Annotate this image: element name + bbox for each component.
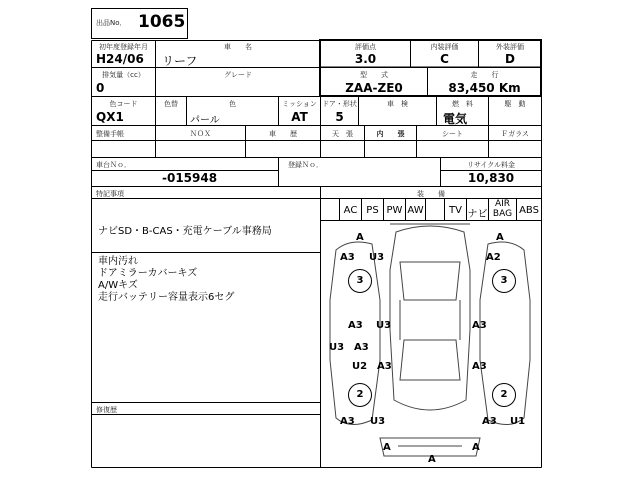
equip-airbag: AIR BAG <box>492 199 513 219</box>
maintenance-label: 整備手帳 <box>96 130 124 138</box>
color-value: パール <box>190 115 220 126</box>
score-label: 評価点 <box>355 43 376 51</box>
damage-mark: A3 <box>340 416 355 427</box>
inspection-label: 車 検 <box>387 100 408 108</box>
recycle-value: 10,830 <box>467 171 515 185</box>
displacement-value: 0 <box>96 81 105 95</box>
recycle-label: リサイクル料金 <box>466 161 516 169</box>
damage-mark: A2 <box>486 252 501 263</box>
special-notes-line: ナビSD・B-CAS・充電ケーブル事務局 <box>98 226 272 237</box>
model-value: ZAA-ZE0 <box>345 81 403 95</box>
notes-detail-list <box>98 256 234 304</box>
damage-mark: A3 <box>354 342 369 353</box>
interior-label: 内装評価 <box>430 43 459 51</box>
color-code-value: QX1 <box>96 110 124 124</box>
damage-mark: A3 <box>472 361 487 372</box>
model-label: 型 式 <box>360 71 388 79</box>
damage-mark: A <box>472 442 480 453</box>
tyre-rating: 2 <box>492 383 516 407</box>
drive-label: 駆 動 <box>504 100 526 108</box>
grade-label: グレード <box>224 71 252 79</box>
chassis-value: -015948 <box>162 171 218 185</box>
color-tone-label: 色替 <box>164 100 178 108</box>
equip-pw: PW <box>386 205 403 216</box>
lot-number: 1065 <box>138 12 186 32</box>
tyre-rating: 3 <box>348 269 372 293</box>
equip-ac: AC <box>343 205 358 216</box>
color-code-label: 色コード <box>109 100 138 108</box>
damage-mark: A3 <box>472 320 487 331</box>
special-notes-label: 特記事項 <box>96 190 124 198</box>
chassis-label: 車台Ｎｏ． <box>96 161 131 169</box>
equip-abs: ABS <box>519 205 539 216</box>
notes-detail-line: ドアミラーカバーキズ <box>98 268 198 279</box>
equipment-label: 装 備 <box>417 190 445 198</box>
first-reg-label: 初年度登録年月 <box>99 43 148 51</box>
damage-mark: A <box>428 454 436 465</box>
damage-mark: U3 <box>376 320 392 331</box>
damage-mark: U2 <box>352 361 368 372</box>
damage-mark: U3 <box>370 416 386 427</box>
damage-mark: A3 <box>377 361 392 372</box>
first-reg-value: H24/06 <box>96 52 144 66</box>
score-value: 3.0 <box>354 52 377 66</box>
fuel-value: 電気 <box>443 112 468 126</box>
tyre-rating: 3 <box>492 269 516 293</box>
nox-label: ＮＯＸ <box>190 130 211 138</box>
interior-roof-label: 内 張 <box>376 130 405 138</box>
history-label: 車 歴 <box>269 130 297 138</box>
registration-label: 登録Ｎｏ． <box>288 161 323 169</box>
equip-tv: TV <box>449 205 462 216</box>
fuel-label: 燃 料 <box>452 100 473 108</box>
equip-aw: AW <box>407 205 424 216</box>
tyre-rating: 2 <box>348 383 372 407</box>
equip-ps: PS <box>366 205 379 216</box>
damage-mark: A <box>356 232 364 243</box>
transmission-value: AT <box>291 110 308 124</box>
exterior-value: D <box>505 52 515 66</box>
notes-detail-line: A/Wキズ <box>98 280 138 291</box>
exterior-label: 外装評価 <box>496 43 524 51</box>
seat-label: シート <box>442 130 463 138</box>
car-name-label: 車 名 <box>224 43 252 51</box>
damage-mark: U1 <box>510 416 526 427</box>
damage-mark: A <box>496 232 504 243</box>
doors-value: 5 <box>335 110 344 124</box>
displacement-label: 排気量（cc） <box>102 71 145 79</box>
color-label: 色 <box>229 100 236 108</box>
transmission-label: ミッション <box>282 100 317 108</box>
mileage-value: 83,450 Km <box>448 81 521 95</box>
glass-label: Ｆガラス <box>501 130 529 138</box>
lot-number-label: 出品No． <box>96 19 127 27</box>
sunroof-label: 天 張 <box>332 130 353 138</box>
notes-detail-line: 走行バッテリー容量表示6セグ <box>98 292 235 303</box>
interior-value: C <box>440 52 449 66</box>
notes-detail-line: 車内汚れ <box>98 256 138 267</box>
repair-history-label: 修復歴 <box>96 406 117 414</box>
doors-label: ドア・形状 <box>322 100 357 108</box>
damage-mark: A3 <box>340 252 355 263</box>
damage-mark: A3 <box>482 416 497 427</box>
mileage-label: 走 行 <box>470 71 499 79</box>
damage-mark: U3 <box>369 252 385 263</box>
damage-mark: A3 <box>348 320 363 331</box>
equip-navi: ナビ <box>467 209 488 220</box>
damage-mark: U3 <box>329 342 345 353</box>
car-name-value: リーフ <box>162 54 198 68</box>
damage-mark: A <box>383 442 391 453</box>
